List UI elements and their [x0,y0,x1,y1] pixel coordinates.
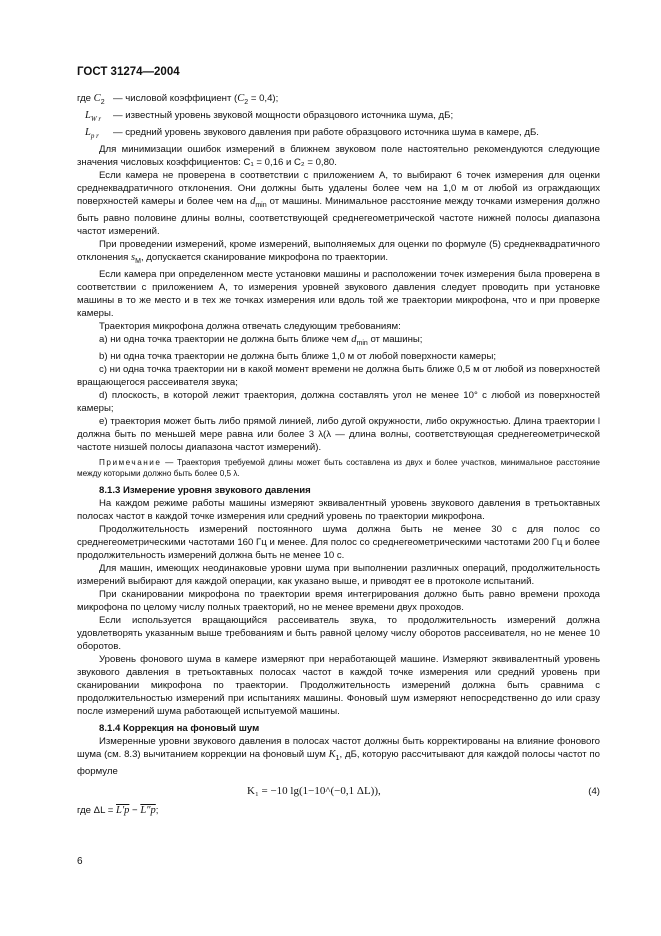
definition-text: — известный уровень звуковой мощности образцового источника шума, дБ; [113,109,454,121]
paragraph: Для минимизации ошибок измерений в ближнем звуковом поле настоятельно рекомендуются следующие значения числовых коэффициентов: C₁ = 0,16 и C₂ = 0,80. [77,144,600,169]
formula-expression: K₁ = −10 lg(1−10^(−0,1 ΔL)), [247,784,381,797]
note-label: Примечание [99,457,162,467]
list-item: e) траектория может быть либо прямой линией, либо дугой окружности, либо окружностью. Длина траектории l должна быть по меньшей мере равна или более 3 λ(λ — длина волны, соответствующая среднегеометрической частоте низшей полосы диапазона частот измерений). [77,415,600,453]
note [77,457,600,480]
page-number: 6 [77,856,83,867]
list-item: d) плоскость, в которой лежит траектория, должна составлять угол не менее 10° с любой из поверхностей камеры; [77,389,600,414]
formula-number: (4) [588,785,600,797]
list-item: b) ни одна точка траектории не должна быть ближе 1,0 м от любой поверхности камеры; [99,350,497,362]
list-item: c) ни одна точка траектории ни в какой момент времени не должна быть ближе 0,5 м от любой из поверхностей вращающегося рассеивателя звука; [77,363,600,388]
paragraph: Измеренные уровни звукового давления в полосах частот должны быть корректированы на влияние фонового шума (см. 8.3) вычитанием коррекции на фоновый шум $K_1$, дБ, которую рассчитывают для каждой полосы частот по формуле [77,735,600,777]
formula-4 [77,780,600,804]
definition-text: — средний уровень звукового давления при работе образцового источника шума в камере, дБ. [113,127,539,138]
definition-symbol: $L_{p r}$ [85,127,99,141]
definition-symbol: $L_{W r}$ [85,109,102,123]
definition-text: — числовой коэффициент $(C_2 = 0,4)$; [113,93,279,106]
list-item: a) ни одна точка траектории не должна быть ближе чем $d_{min}$ от машины; [99,333,423,347]
note-text: — Траектория требуемой длины может быть составлена из двух и более участков, минимальное расстояние между которыми должно быть более 0,5 λ. [77,457,600,479]
section-heading: 8.1.4 Коррекция на фоновый шум [99,722,260,734]
definition-lpr [77,126,600,143]
section-heading: 8.1.3 Измерение уровня звукового давления [99,484,311,496]
paragraph: На каждом режиме работы машины измеряют эквивалентный уровень звукового давления в третьоктавных полосах частот в каждой точке измерения или средний уровень по траектории микрофона. [77,497,600,522]
paragraph: Траектория микрофона должна отвечать следующим требованиям: [99,320,401,332]
definition-lwr [77,109,600,126]
page-body [77,92,600,817]
page-header: ГОСТ 31274—2004 [77,66,180,78]
paragraph: Если камера не проверена в соответствии с приложением А, то выбирают 6 точек измерения для оценки среднеквадратичного отклонения. Они должны быть удалены более чем на 1,0 м от любой из ограждающих поверхностей камеры и более чем на $d_{min}$ от машины. Минимальное расстояние между точками измерения должно быть равно половине длины волны, соответствующей среднегеометрической частоте нижней полосы диапазона частот измерений. [77,170,600,237]
formula-where: где ΔL = L′p − L″p; [77,804,159,816]
definition-c2 [77,92,600,109]
paragraph: При сканировании микрофона по траектории время интегрирования должно быть равно времени прохода микрофона по целому числу полных траекторий, но не менее времени двух проходов. [77,588,600,613]
paragraph: Уровень фонового шума в камере измеряют при неработающей машине. Измеряют эквивалентный уровень звукового давления в третьоктавных полосах частот в каждой точке измерения или средний уровень при сканировании микрофона по траектории. Продолжительность измерений должна быть сравнима с продолжительностью измерений при испытаниях машины. Фоновый шум измеряют непосредственно до или сразу после измерений шума работающей испытуемой машины. [77,653,600,717]
definition-symbol: где $C_2$ [77,93,105,106]
paragraph: Если камера при определенном месте установки машины и расположении точек измерения была проверена в соответствии с приложением А, то измерения уровней звукового давления следует проводить при установке машины в то же место и в тех же точках измерения или вдоль той же траектории микрофона, что и при проверке камеры. [77,268,600,319]
paragraph: Если используется вращающийся рассеиватель звука, то продолжительность измерений должна удовлетворять указанным выше требованиям и быть равной целому числу оборотов рассеивателя, но не менее 10 оборотов. [77,614,600,652]
paragraph: Продолжительность измерений постоянного шума должна быть не менее 30 с для полос со среднегеометрическими частотами 160 Гц и менее. Для полос со среднегеометрическими частотами 200 Гц и более продолжительность измерений должна быть не менее 10 с. [77,523,600,561]
paragraph: При проведении измерений, кроме измерений, выполняемых для оценки по формуле (5) среднеквадратичного отклонения $s_M$, допускается сканирование микрофона по траектории. [77,239,600,265]
paragraph: Для машин, имеющих неодинаковые уровни шума при выполнении различных операций, продолжительность измерений выбирают для каждой операции, как указано выше, и приводят ее в протоколе испытаний. [77,562,600,587]
